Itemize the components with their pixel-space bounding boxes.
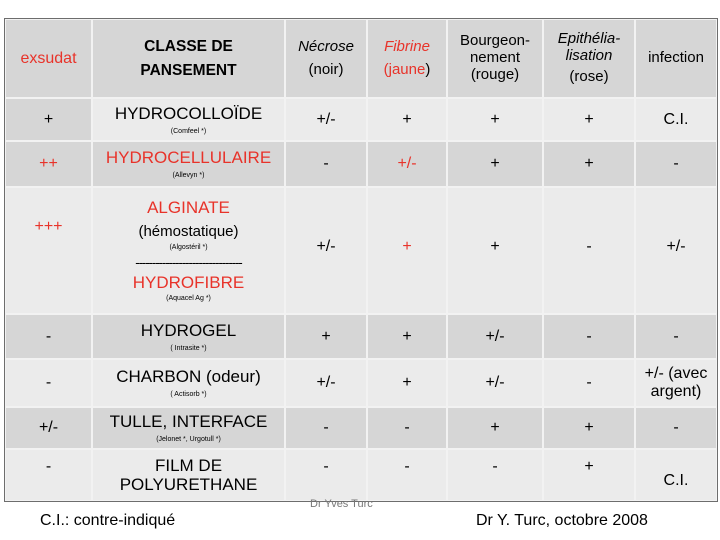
header-necrose-line1: Nécrose bbox=[298, 37, 354, 55]
row-exsudat bbox=[5, 449, 92, 501]
value: + bbox=[321, 327, 331, 345]
cell-necrose bbox=[285, 359, 367, 407]
value: - bbox=[673, 327, 679, 345]
row-product bbox=[92, 314, 285, 359]
value: + bbox=[584, 458, 594, 475]
header-classe bbox=[92, 19, 285, 98]
value: - bbox=[673, 155, 679, 173]
row-exsudat bbox=[5, 141, 92, 187]
cell-necrose bbox=[285, 187, 367, 314]
header-bourgeon-line3: (rouge) bbox=[470, 65, 520, 83]
product-name-2: HYDROFIBRE bbox=[132, 272, 245, 292]
value: + bbox=[402, 374, 412, 392]
value: + bbox=[402, 238, 412, 255]
row-exsudat bbox=[5, 98, 92, 141]
exsudat-value: +++ bbox=[34, 218, 63, 235]
cell-bourgeon bbox=[447, 359, 543, 407]
cell-necrose bbox=[285, 314, 367, 359]
product-brand: (Algostéril *) bbox=[169, 244, 208, 252]
cell-epith bbox=[543, 407, 635, 449]
product-name: HYDROCELLULAIRE bbox=[105, 148, 272, 168]
value: +/- bbox=[316, 238, 336, 255]
cell-infection bbox=[635, 98, 717, 141]
row-product bbox=[92, 141, 285, 187]
row-product bbox=[92, 449, 285, 501]
cell-necrose bbox=[285, 407, 367, 449]
header-necrose-line2: (noir) bbox=[308, 60, 344, 78]
value: - bbox=[586, 374, 592, 392]
product-name: FILM DE POLYURETHANE bbox=[119, 455, 258, 494]
cell-fibrine bbox=[367, 314, 447, 359]
cell-necrose bbox=[285, 449, 367, 501]
value: C.I. bbox=[663, 472, 689, 490]
header-epith bbox=[543, 19, 635, 98]
value: + bbox=[402, 327, 412, 345]
cell-epith bbox=[543, 187, 635, 314]
cell-infection bbox=[635, 359, 717, 407]
header-bourgeon-line2: nement bbox=[469, 49, 521, 67]
product-name: CHARBON (odeur) bbox=[116, 367, 261, 387]
cell-fibrine bbox=[367, 407, 447, 449]
product-name: HYDROCOLLOÏDE bbox=[114, 103, 263, 123]
cell-bourgeon bbox=[447, 314, 543, 359]
exsudat-value: ++ bbox=[39, 155, 58, 173]
row-product bbox=[92, 359, 285, 407]
header-infection bbox=[635, 19, 717, 98]
value: +/- bbox=[666, 238, 686, 255]
value: +/- bbox=[485, 327, 505, 345]
header-epith-line2: lisation bbox=[565, 46, 613, 64]
cell-epith bbox=[543, 449, 635, 501]
row-exsudat bbox=[5, 314, 92, 359]
product-subtitle: (hémostatique) bbox=[138, 222, 239, 240]
exsudat-value: + bbox=[43, 110, 54, 128]
row-product bbox=[92, 407, 285, 449]
watermark-text: Dr Yves Turc bbox=[310, 498, 373, 510]
header-fibrine-line2: (jaune bbox=[383, 60, 426, 78]
value: +/- (avec argent) bbox=[644, 365, 708, 400]
value: +/- bbox=[485, 374, 505, 392]
cell-infection bbox=[635, 187, 717, 314]
value: - bbox=[323, 155, 329, 173]
cell-bourgeon bbox=[447, 141, 543, 187]
value: + bbox=[584, 155, 594, 173]
header-epith-line3: (rose) bbox=[569, 68, 609, 86]
cell-fibrine bbox=[367, 187, 447, 314]
exsudat-value: - bbox=[45, 374, 52, 392]
header-bourgeon-line1: Bourgeon- bbox=[459, 32, 531, 50]
value: - bbox=[323, 419, 329, 437]
value: + bbox=[584, 110, 594, 128]
product-name: HYDROGEL bbox=[140, 320, 237, 340]
separator-line: -------------------------------- bbox=[135, 255, 242, 271]
value: +/- bbox=[397, 155, 417, 173]
product-brand: (Jelonet *, Urgotull *) bbox=[156, 436, 221, 444]
exsudat-value: - bbox=[45, 458, 52, 475]
cell-epith bbox=[543, 359, 635, 407]
value: - bbox=[404, 419, 410, 437]
value: - bbox=[586, 238, 592, 255]
product-brand: (Allevyn *) bbox=[172, 172, 205, 180]
product-name: ALGINATE bbox=[147, 198, 230, 218]
author-credit: Dr Y. Turc, octobre 2008 bbox=[476, 512, 648, 529]
value: + bbox=[402, 110, 412, 128]
cell-infection bbox=[635, 407, 717, 449]
value: - bbox=[492, 458, 498, 475]
product-name: TULLE, INTERFACE bbox=[109, 412, 268, 432]
value: - bbox=[673, 419, 679, 437]
value: +/- bbox=[316, 110, 336, 128]
value: +/- bbox=[316, 374, 336, 392]
cell-fibrine bbox=[367, 449, 447, 501]
value: + bbox=[490, 238, 500, 255]
value: - bbox=[586, 327, 592, 345]
row-product bbox=[92, 98, 285, 141]
cell-bourgeon bbox=[447, 449, 543, 501]
cell-epith bbox=[543, 98, 635, 141]
cell-infection bbox=[635, 141, 717, 187]
value: + bbox=[490, 110, 500, 128]
value: + bbox=[490, 155, 500, 173]
cell-fibrine bbox=[367, 141, 447, 187]
row-exsudat bbox=[5, 187, 92, 314]
header-classe-line1: CLASSE DE bbox=[144, 38, 233, 56]
cell-bourgeon bbox=[447, 407, 543, 449]
header-fibrine bbox=[367, 19, 447, 98]
header-fibrine-line1: Fibrine bbox=[384, 37, 430, 55]
value: + bbox=[584, 419, 594, 437]
value: + bbox=[490, 419, 500, 437]
cell-infection bbox=[635, 449, 717, 501]
cell-bourgeon bbox=[447, 187, 543, 314]
header-exsudat-label: exsudat bbox=[20, 49, 77, 67]
value: C.I. bbox=[663, 110, 689, 128]
value: - bbox=[404, 458, 410, 475]
product-brand: ( Actisorb *) bbox=[170, 391, 207, 399]
header-fibrine-paren: ) bbox=[425, 60, 431, 78]
product-brand-2: (Aquacel Ag *) bbox=[166, 294, 211, 302]
header-bourgeon bbox=[447, 19, 543, 98]
header-epith-line1: Epithélia- bbox=[557, 29, 621, 47]
cell-necrose bbox=[285, 98, 367, 141]
cell-infection bbox=[635, 314, 717, 359]
cell-epith bbox=[543, 314, 635, 359]
exsudat-value: +/- bbox=[38, 419, 59, 437]
exsudat-value: - bbox=[45, 327, 52, 345]
header-infection-label: infection bbox=[648, 49, 704, 67]
value: - bbox=[323, 458, 329, 475]
cell-necrose bbox=[285, 141, 367, 187]
header-classe-line2: PANSEMENT bbox=[140, 61, 237, 79]
footnote-ci: C.I.: contre-indiqué bbox=[40, 512, 176, 529]
cell-fibrine bbox=[367, 359, 447, 407]
product-brand: ( Intrasite *) bbox=[170, 344, 207, 352]
product-brand: (Comfeel *) bbox=[170, 127, 207, 135]
header-necrose bbox=[285, 19, 367, 98]
cell-epith bbox=[543, 141, 635, 187]
row-exsudat bbox=[5, 359, 92, 407]
cell-fibrine bbox=[367, 98, 447, 141]
row-exsudat bbox=[5, 407, 92, 449]
dressing-class-table bbox=[4, 18, 718, 502]
row-product bbox=[92, 187, 285, 314]
header-exsudat bbox=[5, 19, 92, 98]
cell-bourgeon bbox=[447, 98, 543, 141]
